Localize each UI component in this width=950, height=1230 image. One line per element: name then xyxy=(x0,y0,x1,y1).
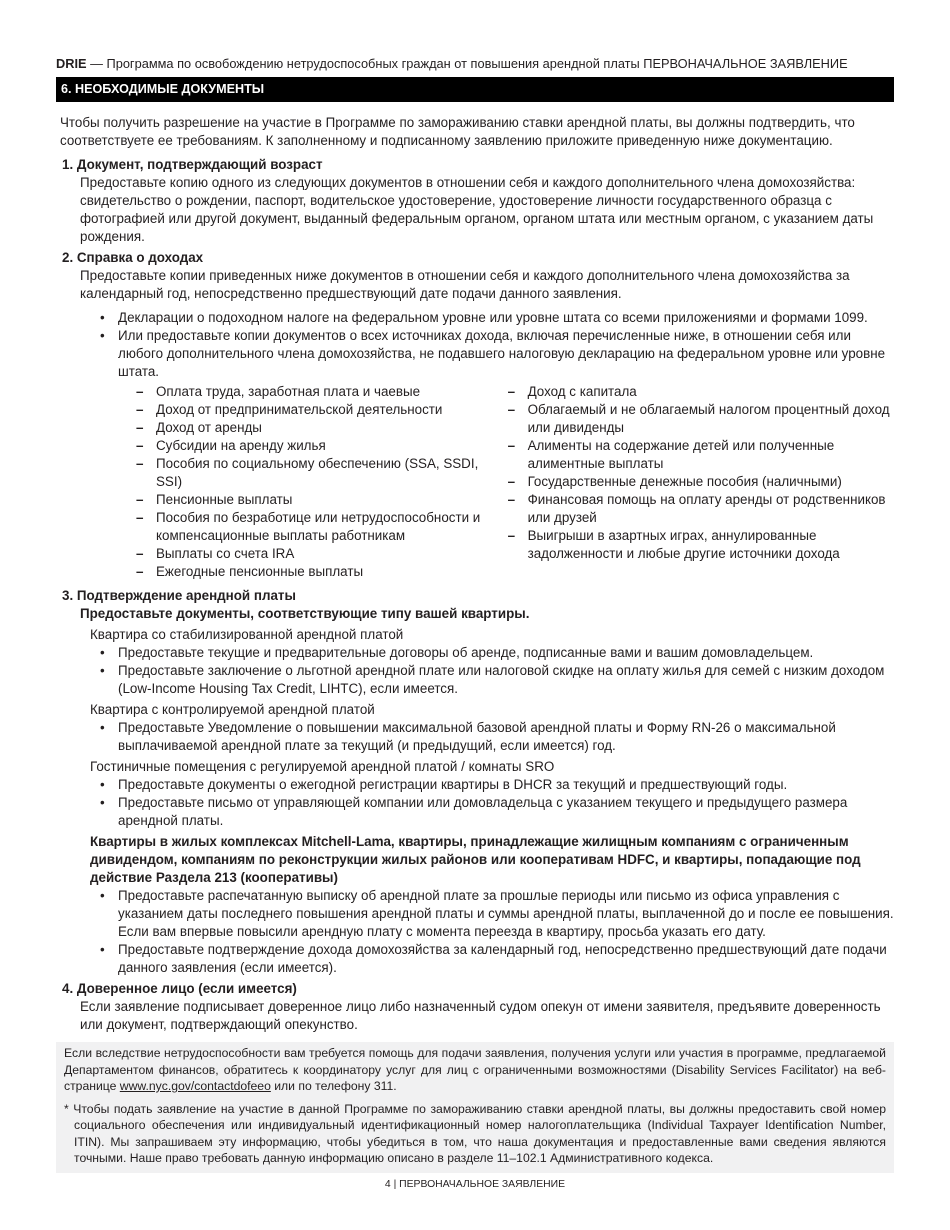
section-title-bar: 6. НЕОБХОДИМЫЕ ДОКУМЕНТЫ xyxy=(56,77,894,102)
income-sources-left xyxy=(136,383,508,581)
list-item: – Облагаемый и не облагаемый налогом процентный доход или дивиденды xyxy=(508,401,894,437)
document-page xyxy=(56,55,894,1173)
list-item: • Предоставьте документы о ежегодной регистрации квартиры в DHCR за текущий и предшествующий годы. xyxy=(100,776,894,794)
item4-text: Если заявление подписывает доверенное лицо либо назначенный судом опекун от имени заявителя, предъявите доверенность или документ, подтверждающий опекунство. xyxy=(80,999,881,1032)
list-item: – Государственные денежные пособия (наличными) xyxy=(508,473,894,491)
hotel-sro-bullet-list xyxy=(100,776,894,830)
page-footer: 4 | ПЕРВОНАЧАЛЬНОЕ ЗАЯВЛЕНИЕ xyxy=(384,1179,566,1190)
disability-notice xyxy=(64,1045,886,1095)
list-item: • Декларации о подоходном налоге на федеральном уровне или уровне штата со всеми приложениями и формами 1099. xyxy=(100,309,894,327)
hotel-sro-title: Гостиничные помещения с регулируемой арендной платой / комнаты SRO xyxy=(90,759,555,774)
list-item: – Алименты на содержание детей или полученные алиментные выплаты xyxy=(508,437,894,473)
list-item: – Ежегодные пенсионные выплаты xyxy=(136,563,508,581)
item1-text: Предоставьте копию одного из следующих документов в отношении себя и каждого дополнительного члена домохозяйства: свидетельство о рождении, паспорт, водительское удостоверение, удостоверение личности государственного образца с фотографией или другой документ, выданный федеральным органом, органом штата или местным органом, с указанием даты рождения. xyxy=(80,175,874,244)
header-title: Программа по освобождению нетрудоспособных граждан от повышения арендной платы ПЕРВОНАЧАЛЬНОЕ ЗАЯВЛЕНИЕ xyxy=(106,56,848,71)
list-item: – Пенсионные выплаты xyxy=(136,491,508,509)
list-item: • Или предоставьте копии документов о всех источниках дохода, включая перечисленные ниже, в отношении себя или любого дополнительного члена домохозяйства, не подавшего налоговую декларацию на федеральном уровне или уровне штата. xyxy=(100,327,894,381)
income-sources-columns xyxy=(136,383,894,581)
list-item: – Пособия по безработице или нетрудоспособности и компенсационные выплаты работникам xyxy=(136,509,508,545)
list-item: – Пособия по социальному обеспечению (SSA, SSDI, SSI) xyxy=(136,455,496,491)
list-item: – Субсидии на аренду жилья xyxy=(136,437,508,455)
list-item: • Предоставьте подтверждение дохода домохозяйства за календарный год, непосредственно предшествующий дате подачи данного заявления (если имеется). xyxy=(100,941,894,977)
contactdofeeo-link[interactable]: www.nyc.gov/contactdofeeo xyxy=(119,1079,271,1093)
mitchell-lama-bullet-list xyxy=(100,887,894,977)
list-item: – Доход с капитала xyxy=(508,383,894,401)
list-item: – Финансовая помощь на оплату аренды от родственников или друзей xyxy=(508,491,894,527)
item2-bullet-list xyxy=(100,309,894,381)
list-item: – Выигрыши в азартных играх, аннулированные задолженности и любые другие источники дохода xyxy=(508,527,894,563)
stabilized-bullet-list xyxy=(100,644,894,698)
item4-heading: 4. Доверенное лицо (если имеется) xyxy=(62,981,297,996)
list-item: – Доход от предпринимательской деятельности xyxy=(136,401,508,419)
controlled-title: Квартира с контролируемой арендной платой xyxy=(90,702,375,717)
list-item: – Доход от аренды xyxy=(136,419,508,437)
list-item: • Предоставьте Уведомление о повышении максимальной базовой арендной платы и Форму RN-26 о максимальной выплачиваемой арендной плате за текущий (и предыдущий, если имеется) год. xyxy=(100,719,894,755)
item2-text: Предоставьте копии приведенных ниже документов в отношении себя и каждого дополнительного члена домохозяйства за календарный год, непосредственно предшествующий дате подачи данного заявления. xyxy=(80,268,850,301)
header-separator: — xyxy=(86,56,107,71)
income-sources-right xyxy=(508,383,894,581)
list-item: • Предоставьте распечатанную выписку об арендной плате за прошлые периоды или письмо из офиса управления с указанием даты последнего повышения арендной платы и суммы арендной платы, выплаченной до и после ее повышения. Если вам впервые повысили арендную плату с момента переезда в квартиру, просьба указать его дату. xyxy=(100,887,894,941)
ssn-notice: * Чтобы подать заявление на участие в данной Программе по замораживанию ставки арендной платы, вы должны предоставить свой номер социального обеспечения или индивидуальный идентификационный номер налогоплательщика (Individual Taxpayer Identification Number, ITIN). Мы запрашиваем эту информацию, чтобы убедиться в том, что наша документация и предоставленные вами сведения являются точными. Наше право требовать данную информацию описано в разделе 11–102.1 Административного кодекса. xyxy=(64,1101,886,1165)
item3-heading: 3. Подтверждение арендной платы xyxy=(62,588,296,603)
list-item: • Предоставьте текущие и предварительные договоры об аренде, подписанные вами и вашим домовладельцем. xyxy=(100,644,894,662)
disability-notice-tail: или по телефону 311. xyxy=(270,1079,397,1093)
intro-paragraph: Чтобы получить разрешение на участие в Программе по замораживанию ставки арендной платы, вы должны подтвердить, что соответствуете ее требованиям. К заполненному и подписанному заявлению приложите приведенную ниже документацию. xyxy=(60,115,855,148)
list-item: – Выплаты со счета IRA xyxy=(136,545,508,563)
list-item: • Предоставьте письмо от управляющей компании или домовладельца с указанием текущего и предыдущего размера арендной платы. xyxy=(100,794,894,830)
list-item: – Оплата труда, заработная плата и чаевые xyxy=(136,383,508,401)
header-line xyxy=(56,55,894,73)
list-item: • Предоставьте заключение о льготной арендной плате или налоговой скидке на оплату жилья для семей с низким доходом (Low-Income Housing Tax Credit, LIHTC), если имеется. xyxy=(100,662,894,698)
item2-heading: 2. Справка о доходах xyxy=(62,250,204,265)
item3-subheading: Предоставьте документы, соответствующие типу вашей квартиры. xyxy=(80,606,530,621)
mitchell-lama-title: Квартиры в жилых комплексах Mitchell-Lama, квартиры, принадлежащие жилищным компаниям с ограниченным дивидендом, компаниям по реконструкции жилых районов или кооперативам HDFC, и квартиры, попадающие под действие Раздела 213 (кооперативы) xyxy=(90,834,861,885)
item1-heading: 1. Документ, подтверждающий возраст xyxy=(62,157,323,172)
controlled-bullet-list xyxy=(100,719,894,755)
notice-box xyxy=(56,1042,894,1173)
stabilized-title: Квартира со стабилизированной арендной платой xyxy=(90,627,404,642)
disability-notice-text: Если вследствие нетрудоспособности вам требуется помощь для подачи заявления, получения услуги или участия в программе, предлагаемой Департаментом финансов, обратитесь к координатору услуг для лиц с ограниченными возможностями (Disability Services Facilitator) на веб-странице xyxy=(64,1046,886,1093)
header-brand: DRIE xyxy=(56,56,87,71)
